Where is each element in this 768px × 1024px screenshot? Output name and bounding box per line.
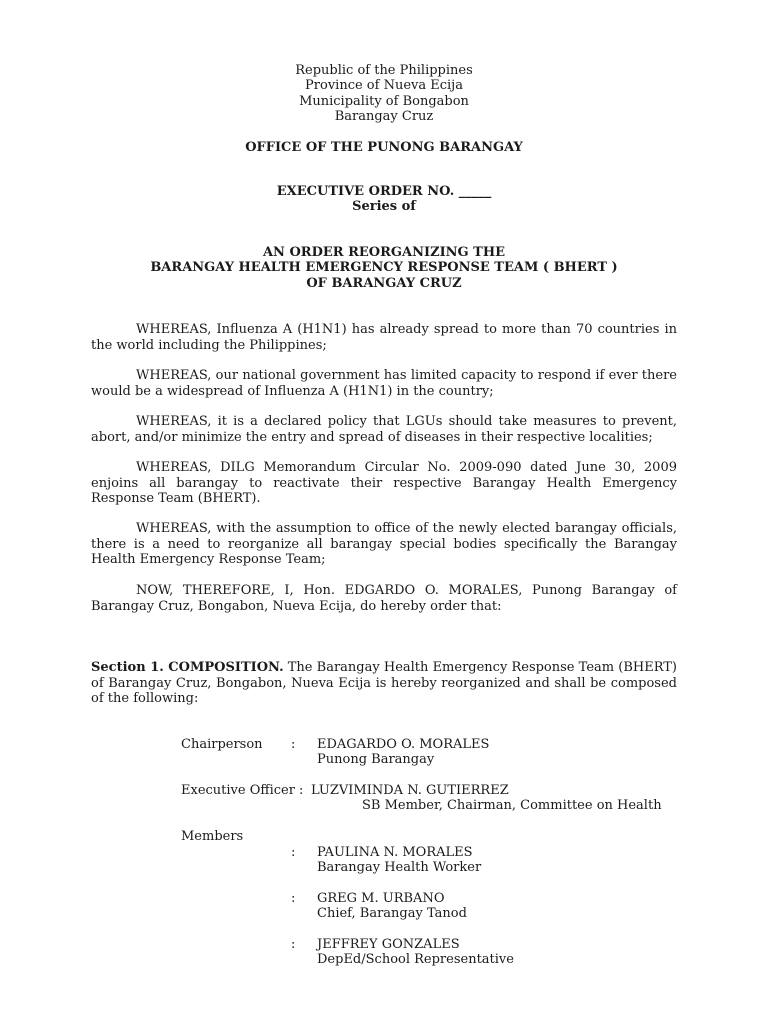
section-1-heading: Section 1. COMPOSITION. (91, 660, 284, 675)
chairperson-label: Chairperson (181, 737, 263, 752)
executive-officer-title: SB Member, Chairman, Committee on Health (362, 798, 662, 813)
chairperson-name: EDAGARDO O. MORALES (317, 737, 490, 752)
whereas-paragraph-2: WHEREAS, our national government has limited capacity to respond if ever there would be a widespread of Influenza A (H1N1) in the country; (91, 368, 677, 399)
member-name: JEFFREY GONZALES (317, 937, 460, 952)
member-name: GREG M. URBANO (317, 891, 445, 906)
header-municipality: Municipality of Bongabon (299, 94, 469, 109)
member-name: PAULINA N. MORALES (317, 845, 473, 860)
series-line: Series of (352, 199, 416, 214)
chairperson-title: Punong Barangay (317, 752, 435, 767)
whereas-paragraph-4: WHEREAS, DILG Memorandum Circular No. 2009-090 dated June 30, 2009 enjoins all barangay to reactivate their respective Barangay Health Emergency Response Team (BHERT). (91, 460, 677, 506)
now-therefore-paragraph: NOW, THEREFORE, I, Hon. EDGARDO O. MORALES, Punong Barangay of Barangay Cruz, Bongabon, Nueva Ecija, do hereby order that: (91, 583, 677, 614)
executive-officer-colon: : (299, 783, 304, 798)
executive-officer-name: LUZVIMINDA N. GUTIERREZ (311, 783, 509, 798)
member-title: DepEd/School Representative (317, 952, 514, 967)
section-1-text: The Barangay Health Emergency Response Team (BHERT) of Barangay Cruz, Bongabon, Nueva Ecija is hereby reorganized and shall be composed of the following: (91, 660, 677, 706)
whereas-paragraph-5: WHEREAS, with the assumption to office of the newly elected barangay officials, there is a need to reorganize all barangay special bodies specifically the Barangay Health Emergency Response Team; (91, 521, 677, 567)
order-title-line-3: OF BARANGAY CRUZ (306, 276, 462, 291)
member-title: Barangay Health Worker (317, 860, 482, 875)
member-colon: : (291, 937, 296, 952)
member-colon: : (291, 891, 296, 906)
header-province: Province of Nueva Ecija (305, 78, 463, 93)
order-title-line-1: AN ORDER REORGANIZING THE (262, 245, 506, 260)
member-colon: : (291, 845, 296, 860)
member-title: Chief, Barangay Tanod (317, 906, 467, 921)
whereas-paragraph-3: WHEREAS, it is a declared policy that LGUs should take measures to prevent, abort, and/or minimize the entry and spread of diseases in their respective localities; (91, 414, 677, 445)
chairperson-colon: : (291, 737, 296, 752)
office-title: OFFICE OF THE PUNONG BARANGAY (245, 140, 523, 155)
header-republic: Republic of the Philippines (295, 63, 473, 78)
order-title-line-2: BARANGAY HEALTH EMERGENCY RESPONSE TEAM ( BHERT ) (150, 260, 618, 275)
members-label: Members (181, 829, 244, 844)
executive-officer-label: Executive Officer (181, 783, 295, 798)
header-barangay: Barangay Cruz (334, 109, 434, 124)
executive-order-number: EXECUTIVE ORDER NO. _____ (276, 184, 492, 199)
section-1-paragraph (91, 660, 677, 707)
whereas-paragraph-1: WHEREAS, Influenza A (H1N1) has already spread to more than 70 countries in the world including the Philippines; (91, 322, 677, 353)
